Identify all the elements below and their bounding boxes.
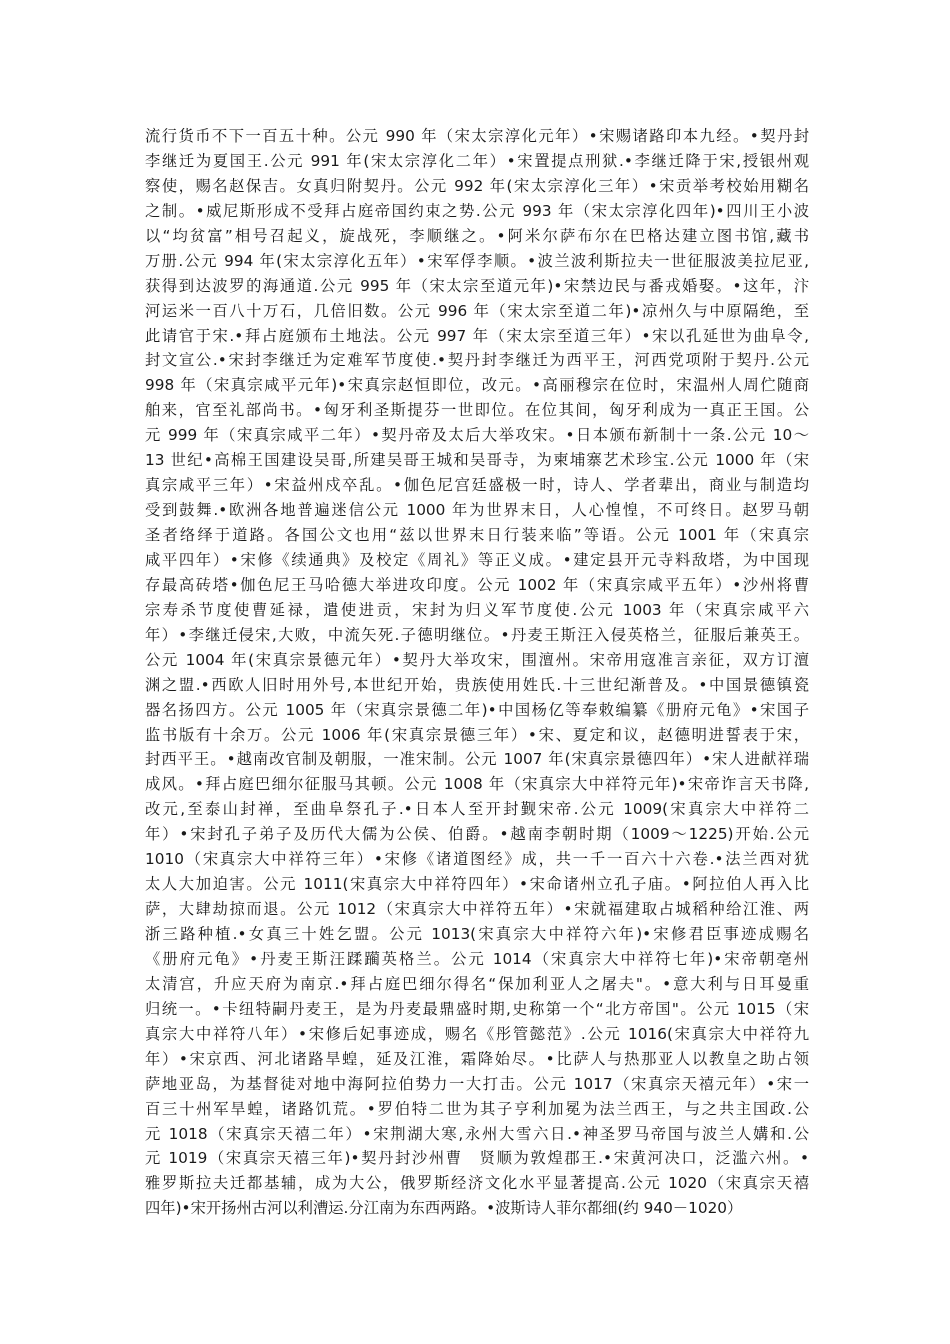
text-line: 受到鼓舞.•欧洲各地普遍迷信公元 1000 年为世界末日，人心惶惶，不可终日。赵罗马朝	[145, 501, 809, 520]
text-line: 公元 1004 年(宋真宗景德元年）•契丹大举攻宋，围澶州。宋帝用寇准言亲征，双方订澶	[145, 650, 809, 669]
text-line: 万册.公元 994 年(宋太宗淳化五年）•宋军俘李顺。•波兰波利斯拉夫一世征服波美拉尼亚,	[145, 251, 809, 270]
text-line: 雅罗斯拉夫迁都基辅，成为大公，俄罗斯经济文化水平显著提高.公元 1020（宋真宗天禧	[145, 1174, 809, 1193]
text-line: 真宗大中祥符八年）•宋修后妃事迹成，赐名《彤管懿范》.公元 1016(宋真宗大中祥符九	[145, 1024, 809, 1043]
text-line: 察使，赐名赵保吉。女真归附契丹。公元 992 年(宋太宗淳化三年）•宋贡举考校始用糊名	[145, 176, 809, 195]
text-line: 真宗咸平三年）•宋益州戍卒乱。•伽色尼宫廷盛极一时，诗人、学者辈出，商业与制造均	[145, 476, 809, 495]
text-line: 年）•李继迁侵宋,大败，中流矢死.子德明继位。•丹麦王斯汪入侵英格兰，征服后兼英王。	[145, 625, 809, 644]
text-line: 归统一。•卡纽特嗣丹麦王，是为丹麦最鼎盛时期,史称第一个“北方帝国"。公元 1015（宋	[145, 999, 809, 1018]
text-line: 渊之盟.•西欧人旧时用外号,本世纪开始，贵族使用姓氏.十三世纪渐普及。•中国景德镇瓷	[145, 675, 809, 694]
text-line: 年）•宋京西、河北诸路旱蝗，延及江淮，霜降始尽。•比萨人与热那亚人以教皇之助占领	[145, 1049, 809, 1068]
text-line: 流行货币不下一百五十种。公元 990 年（宋太宗淳化元年）•宋赐诸路印本九经。•契丹封	[145, 127, 809, 145]
text-line: 太人大加迫害。公元 1011(宋真宗大中祥符四年）•宋命诸州立孔子庙。•阿拉伯人再入比	[145, 875, 809, 894]
text-line: 元 1018（宋真宗天禧二年）•宋荆湖大寒,永州大雪六日.•神圣罗马帝国与波兰人媾和.公	[145, 1124, 809, 1143]
text-line: 之制。•威尼斯形成不受拜占庭帝国约束之势.公元 993 年（宋太宗淳化四年)•四川王小波	[145, 201, 809, 220]
text-line: 浙三路种植.•女真三十姓乞盟。公元 1013(宋真宗大中祥符六年)•宋修君臣事迹成赐名	[145, 925, 809, 943]
text-line: 封西平王。•越南改官制及朝服，一准宋制。公元 1007 年(宋真宗景德四年）•宋人进献祥瑞	[145, 750, 809, 769]
text-line: 1010（宋真宗大中祥符三年）•宋修《诸道图经》成，共一千一百六十六卷.•法兰西对犹	[145, 850, 809, 869]
text-line: 太清宫，升应天府为南京.•拜占庭巴细尔得名“保加利亚人之屠夫"。•意大利与日耳曼重	[145, 974, 809, 993]
text-line: 获得到达波罗的海通道.公元 995 年（宋太宗至道元年)•宋禁边民与番戎婚娶。•这年，汴	[145, 276, 809, 295]
text-line: 成风。•拜占庭巴细尔征服马其顿。公元 1008 年（宋真宗大中祥符元年)•宋帝诈言天书降,	[145, 775, 809, 794]
text-line: 此请官于宋.•拜占庭颁布土地法。公元 997 年（宋太宗至道三年）•宋以孔延世为曲阜令,	[145, 326, 809, 345]
body-text	[145, 124, 809, 1221]
text-line: 咸平四年）•宋修《续通典》及校定《周礼》等正义成。•建定县开元寺料敌塔，为中国现	[145, 550, 809, 569]
text-line: 器名扬四方。公元 1005 年（宋真宗景德二年)•中国杨亿等奉敕编纂《册府元龟》•宋国子	[145, 700, 809, 719]
text-line: 存最高砖塔•伽色尼王马哈德大举进攻印度。公元 1002 年（宋真宗咸平五年）•沙州将曹	[145, 575, 809, 594]
text-line: 萨，大肆劫掠而退。公元 1012（宋真宗大中祥符五年）•宋就福建取占城稻种给江淮、两	[145, 900, 809, 919]
text-line: 百三十州军旱蝗，诸路饥荒。•罗伯特二世为其子亨利加冕为法兰西王，与之共主国政.公	[145, 1099, 809, 1118]
text-line: 宗寿杀节度使曹延禄，遣使进贡，宋封为归义军节度使.公元 1003 年（宋真宗咸平六	[145, 600, 809, 619]
text-line: 圣者络绎于道路。各国公文也用“兹以世界末日行装来临”等语。公元 1001 年（宋真宗	[145, 526, 809, 544]
text-line: 萨地亚岛，为基督徒对地中海阿拉伯势力一大打击。公元 1017（宋真宗天禧元年）•宋一	[145, 1074, 809, 1093]
text-line: 四年)•宋开扬州古河以利漕运.分江南为东西两路。•波斯诗人菲尔都细(约 940－1020）	[145, 1199, 743, 1218]
text-line: 改元,至泰山封禅，至曲阜祭孔子.•日本人至开封觐宋帝.公元 1009(宋真宗大中祥符二	[145, 800, 809, 819]
text-line: 元 999 年（宋真宗咸平二年）•契丹帝及太后大举攻宋。•日本颁布新制十一条.公元 10～	[145, 426, 809, 445]
text-line: 998 年（宋真宗咸平元年)•宋真宗赵恒即位，改元。•高丽穆宗在位时，宋温州人周伫随商	[145, 376, 809, 395]
text-line: 舶来，官至礼部尚书。•匈牙利圣斯提芬一世即位。在位其间，匈牙利成为一真正王国。公	[145, 401, 809, 420]
text-line: 《册府元龟》•丹麦王斯汪蹂躏英格兰。公元 1014（宋真宗大中祥符七年)•宋帝朝亳州	[145, 949, 809, 968]
text-line: 监书版有十余万。公元 1006 年(宋真宗景德三年）•宋、夏定和议，赵德明进誓表于宋，	[145, 725, 809, 744]
text-line: 以“均贫富”相号召起义，旋战死，李顺继之。•阿米尔萨布尔在巴格达建立图书馆,藏书	[145, 226, 809, 245]
text-line: 年）•宋封孔子弟子及历代大儒为公侯、伯爵。•越南李朝时期（1009～1225)开始.公元	[145, 825, 809, 844]
text-line: 元 1019（宋真宗天禧三年)•契丹封沙州曹 贤顺为敦煌郡王.•宋黄河决口，泛滥六州。•	[145, 1149, 809, 1168]
text-line: 封文宣公.•宋封李继迁为定难军节度使.•契丹封李继迁为西平王，河西党项附于契丹.公元	[145, 351, 809, 370]
text-line: 河运米一百八十万石，几倍旧数。公元 996 年（宋太宗至道二年)•凉州久与中原隔绝，至	[145, 301, 809, 320]
text-line: 李继迁为夏国王.公元 991 年(宋太宗淳化二年）•宋置提点刑狱.•李继迁降于宋,授银州观	[145, 151, 809, 170]
text-line: 13 世纪•高棉王国建设吴哥,所建吴哥王城和吴哥寺，为柬埔寨艺术珍宝.公元 1000 年（宋	[145, 451, 809, 470]
